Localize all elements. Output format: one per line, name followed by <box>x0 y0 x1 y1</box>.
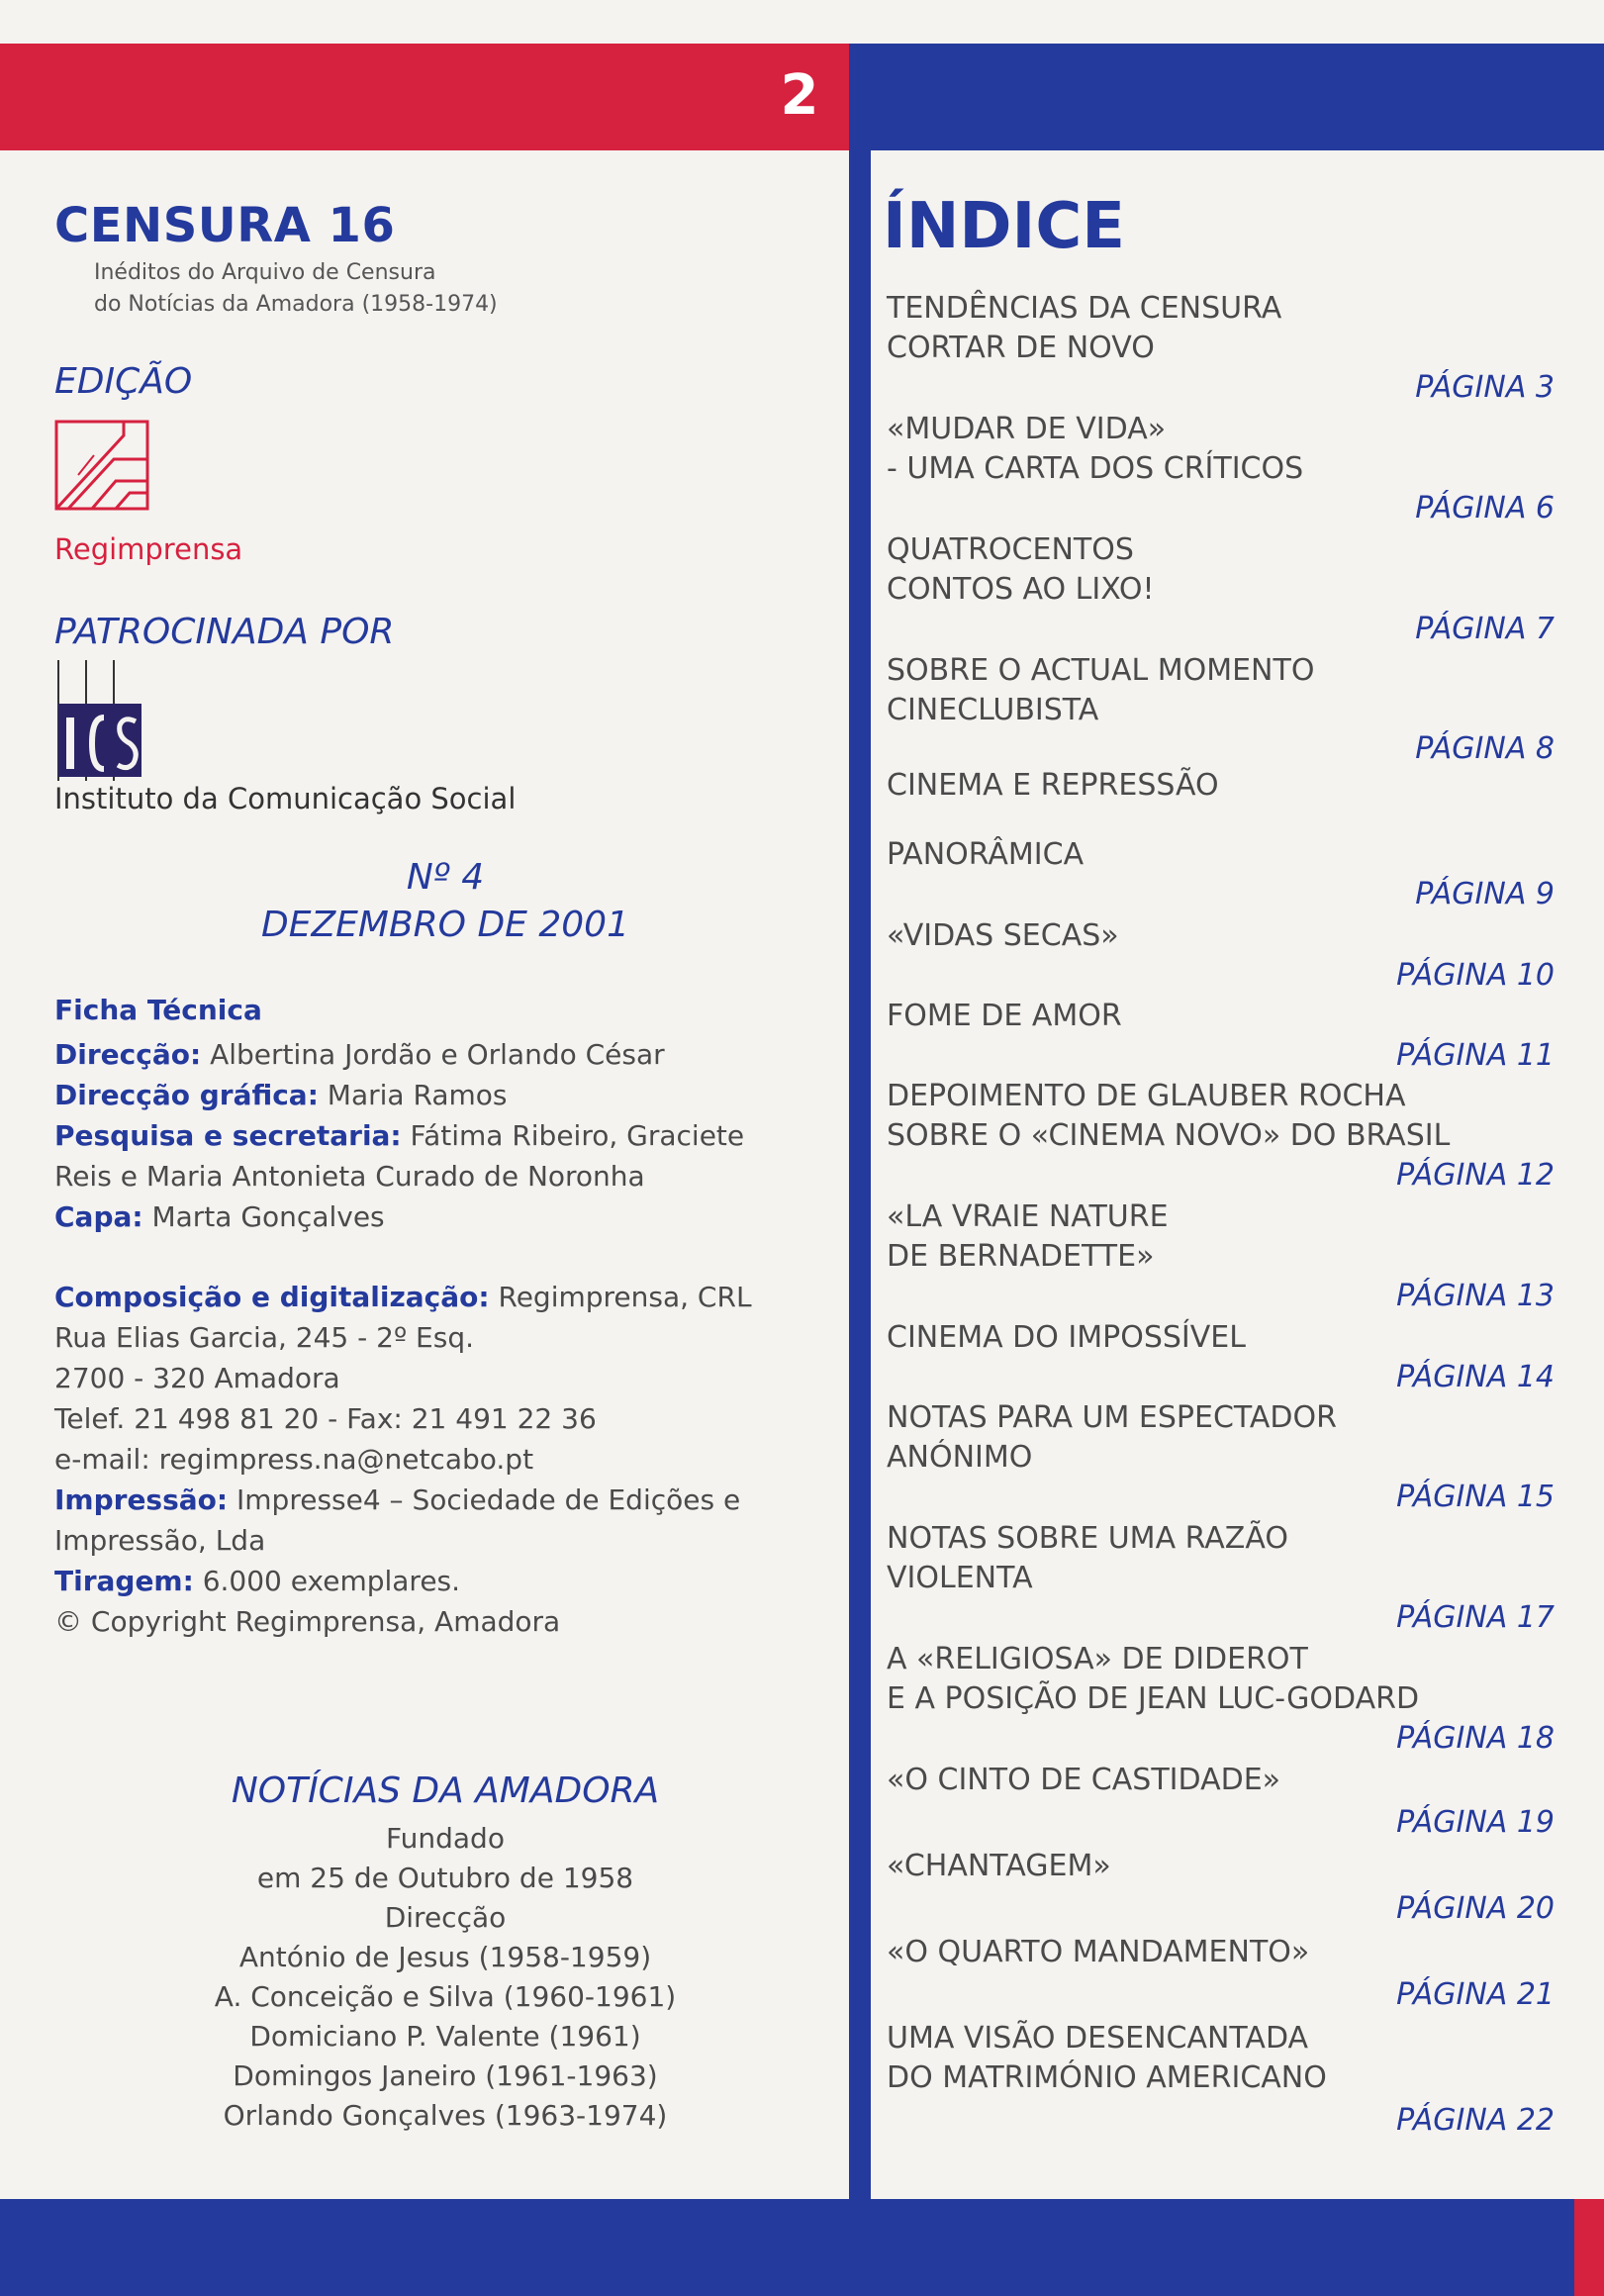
noticias-line: António de Jesus (1958-1959) <box>238 1941 652 1973</box>
phone-fax: Telef. 21 498 81 20 - Fax: 21 491 22 36 <box>54 1402 597 1435</box>
toc-entry-title[interactable]: QUATROCENTOS CONTOS AO LIXO! <box>887 532 1155 607</box>
toc-entry-title[interactable]: «O QUARTO MANDAMENTO» <box>887 1935 1310 1969</box>
toc-entry-page[interactable]: PÁGINA 19 <box>1396 1805 1555 1840</box>
toc-entry-title[interactable]: «LA VRAIE NATURE DE BERNADETTE» <box>887 1199 1169 1274</box>
top-red-band <box>0 44 849 150</box>
noticias-line: Domingos Janeiro (1961-1963) <box>233 2059 658 2092</box>
credit-impressao-cont: Impressão, Lda <box>54 1524 266 1557</box>
issue-number: Nº 4 <box>406 857 485 898</box>
patrocinada-label: PATROCINADA POR <box>54 612 395 652</box>
address-line-1: Rua Elias Garcia, 245 - 2º Esq. <box>54 1321 474 1354</box>
toc-entry-page[interactable]: PÁGINA 11 <box>1396 1038 1555 1073</box>
noticias-line: Direcção <box>384 1901 507 1934</box>
toc-entry-title[interactable]: NOTAS PARA UM ESPECTADOR ANÓNIMO <box>887 1400 1337 1475</box>
credit-tiragem: Tiragem: 6.000 exemplares. <box>54 1565 461 1597</box>
toc-entry-title[interactable]: CINEMA DO IMPOSSÍVEL <box>887 1320 1246 1355</box>
credit-direccao: Direcção: Albertina Jordão e Orlando César <box>54 1038 665 1071</box>
ficha-tecnica-title: Ficha Técnica <box>54 994 262 1026</box>
noticias-title: NOTÍCIAS DA AMADORA <box>231 1770 660 1811</box>
toc-entry-page[interactable]: PÁGINA 22 <box>1396 2103 1555 2138</box>
copyright: © Copyright Regimprensa, Amadora <box>54 1605 561 1638</box>
issue-date: DEZEMBRO DE 2001 <box>261 905 629 945</box>
regimprensa-logo-icon <box>54 416 149 515</box>
credit-pesquisa: Pesquisa e secretaria: Fátima Ribeiro, Graciete <box>54 1119 745 1152</box>
column-divider <box>849 150 871 2199</box>
toc-entry-page[interactable]: PÁGINA 3 <box>1415 370 1555 405</box>
noticias-block <box>54 1768 836 2136</box>
publication-title: CENSURA 16 <box>54 198 396 253</box>
toc-entry-title[interactable]: DEPOIMENTO DE GLAUBER ROCHA SOBRE O «CINEMA NOVO» DO BRASIL <box>887 1079 1451 1153</box>
toc-entry-page[interactable]: PÁGINA 17 <box>1396 1600 1555 1635</box>
toc-entry-page[interactable]: PÁGINA 6 <box>1415 491 1555 526</box>
credits-block <box>54 1034 806 1642</box>
toc-entry-title[interactable]: UMA VISÃO DESENCANTADA DO MATRIMÓNIO AMERICANO <box>887 2021 1327 2095</box>
toc-entry-page[interactable]: PÁGINA 21 <box>1396 1977 1555 2012</box>
index-column <box>871 150 1604 2199</box>
noticias-line: Domiciano P. Valente (1961) <box>249 2020 641 2053</box>
toc-entry-title[interactable]: «O CINTO DE CASTIDADE» <box>887 1763 1280 1797</box>
toc-entry-title[interactable]: «MUDAR DE VIDA» - UMA CARTA DOS CRÍTICOS <box>887 412 1304 486</box>
credit-capa: Capa: Marta Gonçalves <box>54 1200 385 1233</box>
toc-entry-page[interactable]: PÁGINA 9 <box>1415 877 1555 911</box>
credit-pesquisa-cont: Reis e Maria Antonieta Curado de Noronha <box>54 1160 645 1193</box>
toc-entry-title[interactable]: A «RELIGIOSA» DE DIDEROT E A POSIÇÃO DE JEAN LUC-GODARD <box>887 1642 1420 1716</box>
toc-entry-title[interactable]: PANORÂMICA <box>887 837 1085 872</box>
toc-entry-title[interactable]: «CHANTAGEM» <box>887 1849 1111 1883</box>
toc-entry-page[interactable]: PÁGINA 14 <box>1396 1360 1555 1394</box>
toc-entry-page[interactable]: PÁGINA 13 <box>1396 1279 1555 1313</box>
toc-entry-title[interactable]: FOME DE AMOR <box>887 999 1122 1033</box>
toc-entry-page[interactable]: PÁGINA 15 <box>1396 1480 1555 1514</box>
toc-entry-page[interactable]: PÁGINA 7 <box>1415 612 1555 646</box>
toc-entry-title[interactable]: SOBRE O ACTUAL MOMENTO CINECLUBISTA <box>887 653 1315 727</box>
colophon-column <box>54 150 836 2199</box>
toc-entry-page[interactable]: PÁGINA 10 <box>1396 958 1555 993</box>
page-number: 2 <box>780 63 819 128</box>
credit-composicao: Composição e digitalização: Regimprensa, CRL <box>54 1281 752 1313</box>
toc-entry-title[interactable]: CINEMA E REPRESSÃO <box>887 768 1219 803</box>
regimprensa-name: Regimprensa <box>54 532 243 566</box>
noticias-line: Fundado <box>386 1822 505 1855</box>
address-line-2: 2700 - 320 Amadora <box>54 1362 340 1394</box>
credit-impressao: Impressão: Impresse4 – Sociedade de Edições e <box>54 1483 741 1516</box>
index-title: ÍNDICE <box>883 190 1125 263</box>
toc-entry-page[interactable]: PÁGINA 12 <box>1396 1158 1555 1193</box>
toc-entry-title[interactable]: «VIDAS SECAS» <box>887 918 1119 953</box>
ics-logo-icon <box>54 660 143 781</box>
toc-entry-title[interactable]: TENDÊNCIAS DA CENSURA CORTAR DE NOVO <box>887 291 1282 365</box>
noticias-line: A. Conceição e Silva (1960-1961) <box>214 1980 677 2013</box>
credit-grafica: Direcção gráfica: Maria Ramos <box>54 1079 508 1111</box>
toc-entry-page[interactable]: PÁGINA 20 <box>1396 1891 1555 1926</box>
toc-entry-title[interactable]: NOTAS SOBRE UMA RAZÃO VIOLENTA <box>887 1521 1288 1595</box>
email-address: e-mail: regimpress.na@netcabo.pt <box>54 1443 534 1476</box>
bottom-blue-band <box>0 2199 1604 2296</box>
edicao-label: EDIÇÃO <box>54 361 193 402</box>
toc-entry-page[interactable]: PÁGINA 8 <box>1415 731 1555 766</box>
ics-name: Instituto da Comunicação Social <box>54 782 517 815</box>
toc-entry-page[interactable]: PÁGINA 18 <box>1396 1721 1555 1756</box>
top-blue-band <box>849 44 1604 150</box>
publication-subtitle: Inéditos do Arquivo de Censura do Notícias da Amadora (1958-1974) <box>94 260 498 317</box>
noticias-line: em 25 de Outubro de 1958 <box>256 1862 634 1894</box>
noticias-line: Orlando Gonçalves (1963-1974) <box>223 2099 668 2132</box>
